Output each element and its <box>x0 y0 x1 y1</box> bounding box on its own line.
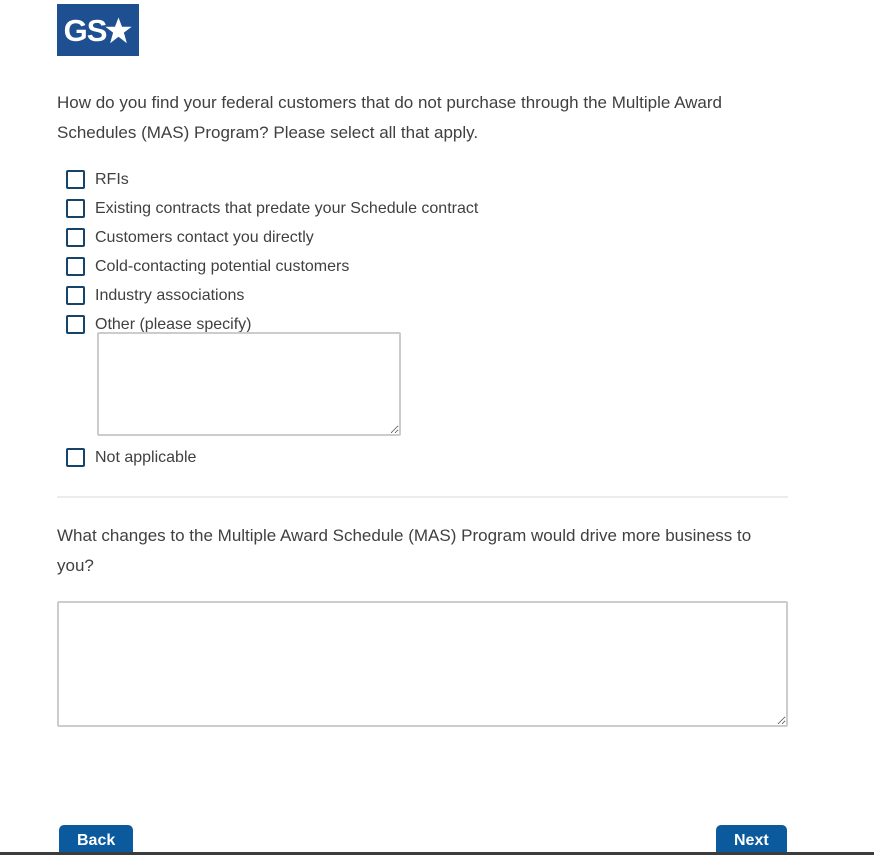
choice-label[interactable]: Customers contact you directly <box>95 228 314 246</box>
section-divider <box>57 496 788 498</box>
choice-label[interactable]: Not applicable <box>95 448 197 466</box>
checkbox-not-applicable[interactable] <box>66 448 85 467</box>
gsa-star-icon <box>105 15 132 46</box>
choice-rfis[interactable] <box>66 165 766 194</box>
choice-label[interactable]: Other (please specify) <box>95 315 252 333</box>
next-button[interactable]: Next <box>716 825 787 857</box>
choice-label[interactable]: Cold-contacting potential customers <box>95 257 350 275</box>
checkbox-customers-contact-directly[interactable] <box>66 228 85 247</box>
choice-label[interactable]: Industry associations <box>95 286 245 304</box>
checkbox-other[interactable] <box>66 315 85 334</box>
choice-industry-associations[interactable] <box>66 281 766 310</box>
choice-label[interactable]: RFIs <box>95 170 129 188</box>
checkbox-existing-contracts[interactable] <box>66 199 85 218</box>
gsa-logo <box>57 4 139 56</box>
other-specify-textarea[interactable] <box>97 332 401 436</box>
question1-choice-list <box>66 165 766 339</box>
checkbox-cold-contacting[interactable] <box>66 257 85 276</box>
checkbox-industry-associations[interactable] <box>66 286 85 305</box>
question1-text: How do you find your federal customers that do not purchase through the Multiple Award Schedules (MAS) Program? Please select all that apply. <box>57 93 722 142</box>
checkbox-rfis[interactable] <box>66 170 85 189</box>
question2-answer-textarea[interactable] <box>57 601 788 727</box>
choice-customers-contact-directly[interactable] <box>66 223 766 252</box>
gsa-logo-text: GS <box>63 12 107 48</box>
choice-not-applicable[interactable] <box>66 443 466 472</box>
choice-existing-contracts[interactable] <box>66 194 766 223</box>
choice-label[interactable]: Existing contracts that predate your Schedule contract <box>95 199 479 217</box>
back-button[interactable]: Back <box>59 825 133 857</box>
question2-text: What changes to the Multiple Award Schedule (MAS) Program would drive more business to you? <box>57 526 752 575</box>
choice-cold-contacting[interactable] <box>66 252 766 281</box>
